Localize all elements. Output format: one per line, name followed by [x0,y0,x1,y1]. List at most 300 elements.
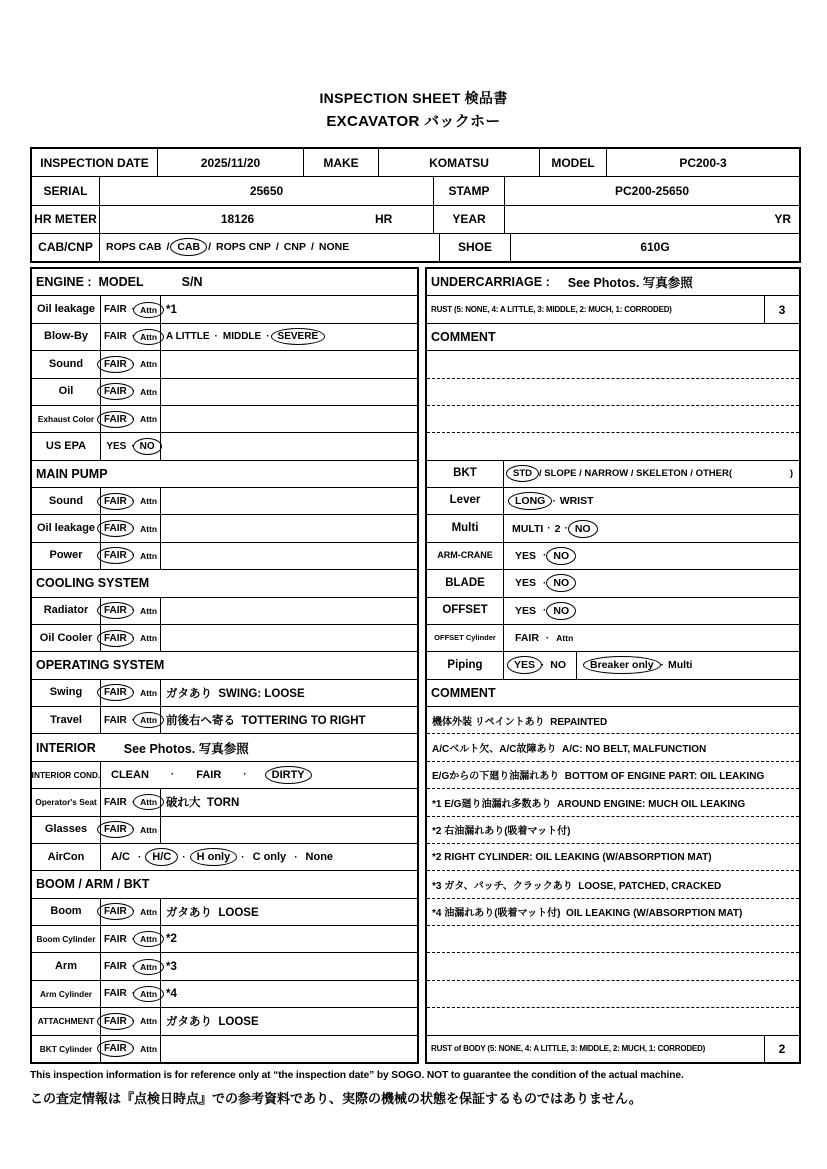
separator-dot: · [131,961,136,973]
attn-option: Attn [137,934,160,944]
offset-cylinder-row [427,625,799,652]
note-cell [161,488,417,514]
separator-dot: · [131,304,136,316]
arm-crane-label: ARM-CRANE [427,543,504,569]
lever-row [427,488,799,515]
separator-dot: · [131,796,136,808]
bkt-close-paren: ) [789,468,793,480]
separator-dot: · [131,331,136,343]
note-cell [161,433,417,459]
option-2: 2 [554,522,561,535]
comment-header-top [427,324,799,351]
comment-line: E/Gからの下廻り油漏れあり BOTTOM OF ENGINE PART: OIL LEAKING [427,762,799,789]
row-label: Swing [32,680,101,706]
row-pump-power [32,543,417,570]
no-option: NO [137,441,158,452]
bkt-other-options: / SLOPE / NARROW / SKELETON / OTHER( [539,468,733,480]
separator-slash: / [275,241,279,254]
row-label: AirCon [32,844,101,870]
attn-option: Attn [140,1016,158,1027]
separator-dot: · [266,331,270,343]
attn-option: Attn [140,906,158,917]
comment-line [427,953,799,980]
fair-option: FAIR [103,796,127,808]
make-value: KOMATSU [379,149,540,176]
engine-sn-label: S/N [181,275,203,290]
rust-of-body-label: RUST of BODY (5: NONE, 4: A LITTLE, 3: MIDDLE, 2: MUCH, 1: CORRODED) [431,1044,706,1054]
rating-cell [101,406,161,432]
separator-dot: · [543,550,547,562]
comment-line: *4 油漏れあり(吸着マット付) OIL LEAKING (W/ABSORPTION MAT) [427,899,799,926]
shoe-label: SHOE [440,234,511,261]
row-oil-cooler [32,625,417,652]
row-engine-sound [32,351,417,378]
row-label: Boom Cylinder [32,926,101,952]
row-label: Travel [32,707,101,733]
separator-dot: · [131,386,136,398]
fair-option: FAIR [101,414,130,425]
row-engine-oil-leakage [32,296,417,323]
rating-cell [101,707,161,733]
row-label: BKT Cylinder [32,1036,101,1062]
rating-cell [101,926,161,952]
option-multi: Multi [667,659,693,672]
note-cell [161,515,417,541]
separator-dot: · [131,714,136,726]
row-label: US EPA [32,433,101,459]
separator-dot: · [131,1043,136,1055]
row-arm-cylinder [32,981,417,1008]
fair-option: FAIR [101,824,130,835]
note-cell [161,1036,417,1062]
comment-line: A/Cベルト欠、A/C故障あり A/C: NO BELT, MALFUNCTION [427,734,799,761]
separator-dot: · [182,851,186,863]
note-cell: *3 [166,960,177,973]
row-glasses [32,817,417,844]
option-middle: MIDDLE [222,331,262,343]
piping-yes-no [504,652,577,678]
info-row-serial [32,177,799,205]
rating-cell [101,488,161,514]
comment-empty-line [427,351,799,378]
option-long: LONG [512,495,548,507]
attn-option: Attn [140,359,158,370]
blow-by-options [161,324,417,350]
comment-line: 機体外装 リペイントあり REPAINTED [427,707,799,734]
interior-cond-options [101,762,417,788]
rating-cell [101,543,161,569]
blade-row [427,570,799,597]
piping-row [427,652,799,679]
note-cell: *1 [166,303,177,316]
no-option: NO [550,550,572,562]
hr-meter-cell [100,206,434,233]
rating-cell [101,351,161,377]
row-engine-oil [32,379,417,406]
row-us-epa [32,433,417,460]
comment-empty-line [427,433,799,460]
disclaimer-japanese: この査定情報は『点検日時点』での参考資料であり、実際の機械の状態を保証するものではありません。 [30,1091,642,1106]
rating-cell [101,379,161,405]
separator-dot: · [131,933,136,945]
separator-dot: · [131,495,136,507]
piping-type-options [577,652,799,678]
separator-dot: · [241,851,245,863]
attn-option: Attn [140,1043,158,1054]
fair-option: FAIR [101,687,130,698]
cooling-system-title: COOLING SYSTEM [36,576,150,591]
option-dirty: DIRTY [269,769,308,781]
separator-slash: / [310,241,314,254]
row-label: Exhaust Color [32,406,101,432]
fair-option: FAIR [103,933,127,945]
row-interior-cond [32,762,417,789]
option-no: NO [572,523,594,535]
offset-cylinder-label: OFFSET Cylinder [427,625,504,651]
option-multi: MULTI [512,522,544,535]
info-row-hours [32,206,799,234]
blade-options [504,570,799,596]
fair-option: FAIR [103,714,127,726]
year-label: YEAR [434,206,505,233]
option-rops-cab: ROPS CAB [106,241,162,254]
comment-header-bottom [427,680,799,707]
operating-system-title: OPERATING SYSTEM [36,658,165,673]
separator-dot: · [543,605,547,617]
separator-dot: · [170,769,175,781]
row-aircon [32,844,417,871]
fair-option: FAIR [101,633,130,644]
attn-option: Attn [140,523,158,534]
main-pump-title: MAIN PUMP [36,466,108,481]
rating-cell [101,899,161,925]
fair-option: FAIR [515,632,539,645]
option-rops-cnp: ROPS CNP [216,241,271,254]
option-a-little: A LITTLE [166,331,210,343]
rating-cell [101,680,161,706]
fair-option: FAIR [103,988,127,1000]
lever-label: Lever [427,488,504,514]
option-std: STD [510,468,535,479]
arm-crane-options [504,543,799,569]
note-cell: ガタあり LOOSE [166,1016,259,1029]
separator-dot: · [131,687,136,699]
aircon-options [101,844,417,870]
row-label: Sound [32,488,101,514]
info-row-cab [32,234,799,261]
stamp-label: STAMP [434,177,505,204]
boom-arm-bkt-title: BOOM / ARM / BKT [36,877,150,892]
separator-dot: · [214,331,218,343]
attn-option: Attn [137,305,160,315]
row-label: Oil leakage [32,515,101,541]
rust-row [427,296,799,323]
attn-option: Attn [137,989,160,999]
attn-option: Attn [140,824,158,835]
row-label: Blow-By [32,324,101,350]
row-label: Oil [32,379,101,405]
bkt-label: BKT [427,461,504,487]
separator-dot: · [131,440,135,452]
yes-option: YES [106,440,127,452]
attn-option: Attn [137,715,160,725]
separator-slash: / [208,241,212,254]
row-label: INTERIOR COND. [32,762,101,788]
rating-cell [101,515,161,541]
note-cell [161,351,417,377]
note-cell [161,817,417,843]
separator-dot: · [131,413,136,425]
section-cooling-system [32,570,417,597]
attn-option: Attn [140,687,158,698]
multi-options [504,515,799,541]
row-arm [32,953,417,980]
separator-dot: · [294,851,298,863]
fair-option: FAIR [101,1016,130,1027]
serial-value: 25650 [100,177,434,204]
undercarriage-title: UNDERCARRIAGE : [431,275,550,290]
comment-line: *1 E/G廻り油漏れ多数あり AROUND ENGINE: MUCH OIL LEAKING [427,789,799,816]
separator-dot: · [131,523,136,535]
separator-dot: · [131,605,136,617]
bkt-row [427,461,799,488]
row-label: Glasses [32,817,101,843]
comment-title: COMMENT [431,685,496,700]
see-photos-note: See Photos. 写真参照 [123,741,249,756]
comment-line [427,926,799,953]
separator-dot: · [131,1015,136,1027]
row-blow-by [32,324,417,351]
row-pump-oil-leakage [32,515,417,542]
rust-of-body-score: 2 [764,1036,799,1062]
option-cnp: CNP [283,241,306,254]
row-label: Oil leakage [32,296,101,322]
undercarriage-column [425,267,801,1064]
lever-options [504,488,799,514]
separator-dot: · [131,550,136,562]
note-cell: 前後右へ寄る TOTTERING TO RIGHT [166,715,366,728]
separator-dot: · [543,577,547,589]
section-engine [32,269,417,296]
fair-option: FAIR [101,1043,130,1054]
row-label: Boom [32,899,101,925]
model-label: MODEL [540,149,607,176]
attn-option: Attn [140,633,158,644]
comment-empty-line [427,379,799,406]
rating-cell [101,981,161,1007]
separator-dot: · [552,495,556,507]
fair-option: FAIR [101,359,130,370]
row-pump-sound [32,488,417,515]
option-clean: CLEAN [111,768,149,781]
comment-line: *3 ガタ、パッチ、クラックあり LOOSE, PATCHED, CRACKED [427,871,799,898]
offset-label: OFFSET [427,598,504,624]
row-radiator [32,598,417,625]
yr-unit: YR [774,212,791,227]
row-label: Sound [32,351,101,377]
row-exhaust-color [32,406,417,433]
rating-cell [101,817,161,843]
option-cab: CAB [174,241,203,253]
rating-cell [101,598,161,624]
fair-option: FAIR [101,550,130,561]
row-boom [32,899,417,926]
option-none: None [305,851,334,864]
section-operating-system [32,652,417,679]
note-cell [161,379,417,405]
row-operators-seat [32,789,417,816]
row-label: Power [32,543,101,569]
section-interior [32,734,417,761]
attn-option: Attn [556,633,574,644]
rust-of-body-row [427,1036,799,1062]
year-cell [505,206,799,233]
no-option: NO [550,659,567,672]
note-cell [161,598,417,624]
rating-cell [101,1036,161,1062]
section-main-pump [32,461,417,488]
blade-label: BLADE [427,570,504,596]
row-swing [32,680,417,707]
attn-option: Attn [140,550,158,561]
separator-dot: · [545,632,550,644]
comment-line: *2 RIGHT CYLINDER: OIL LEAKING (W/ABSORPTION MAT) [427,844,799,871]
rating-cell [101,625,161,651]
option-fair: FAIR [196,768,222,781]
rating-cell [101,324,161,350]
option-h-only: H only [194,851,234,863]
cab-cnp-label: CAB/CNP [32,234,100,261]
separator-dot: · [660,659,664,671]
rating-cell [101,1008,161,1034]
serial-label: SERIAL [32,177,100,204]
separator-dot: · [131,906,136,918]
cab-cnp-options [100,234,440,261]
info-row-date [32,149,799,177]
offset-row [427,598,799,625]
fair-option: FAIR [101,906,130,917]
option-hc: H/C [149,851,174,863]
note-cell: 破れ大 TORN [166,797,240,810]
attn-option: Attn [140,605,158,616]
yes-option: YES [511,659,538,671]
inspection-date-value: 2025/11/20 [158,149,304,176]
multi-row [427,515,799,542]
fair-option: FAIR [101,523,130,534]
comment-title: COMMENT [431,329,496,344]
attn-option: Attn [137,797,160,807]
separator-dot: · [564,523,568,535]
separator-slash: / [166,241,170,254]
arm-crane-row [427,543,799,570]
disclaimer-english: This inspection information is for reference only at “the inspection date” by SOGO. NOT to guarantee the condition of the actual machine. [30,1070,684,1081]
hr-unit: HR [375,212,393,227]
separator-dot: · [131,358,136,370]
interior-title: INTERIOR [36,740,96,755]
row-attachment [32,1008,417,1035]
stamp-value: PC200-25650 [614,183,690,198]
rust-scale-label: RUST (5: NONE, 4: A LITTLE, 3: MIDDLE, 2: MUCH, 1: CORRODED) [431,305,672,315]
separator-dot: · [243,769,247,781]
row-label: Arm [32,953,101,979]
separator-dot: · [137,851,142,863]
attn-option: Attn [140,496,158,507]
comment-line: *2 右油漏れあり(吸着マット付) [427,817,799,844]
rating-cell [101,953,161,979]
engine-title: ENGINE : MODEL [36,275,144,290]
option-wrist: WRIST [559,495,594,508]
inspection-date-label: INSPECTION DATE [32,149,158,176]
row-label: Radiator [32,598,101,624]
note-cell [161,406,417,432]
piping-label: Piping [427,652,504,678]
rust-score: 3 [764,296,799,322]
rating-cell [101,789,161,815]
make-label: MAKE [304,149,379,176]
note-cell: *2 [166,933,177,946]
fair-option: FAIR [103,331,127,343]
section-undercarriage [427,269,799,296]
row-label: ATTACHMENT [32,1008,101,1034]
comment-empty-line [427,406,799,433]
engine-column [30,267,419,1064]
yes-option: YES [515,577,537,590]
separator-dot: · [131,988,136,1000]
shoe-value: 610G [640,240,670,255]
fair-option: FAIR [101,605,130,616]
separator-dot: · [540,659,545,671]
row-label: Oil Cooler [32,625,101,651]
option-c-only: C only [252,851,287,864]
option-none: NONE [318,241,350,254]
attn-option: Attn [137,332,160,342]
multi-label: Multi [427,515,504,541]
offset-options [504,598,799,624]
note-cell: ガタあり LOOSE [166,906,259,919]
rating-cell [101,296,161,322]
sheet-subtitle: EXCAVATOR バックホー [326,113,501,130]
row-label: Operator's Seat [32,789,101,815]
yes-option: YES [515,549,537,562]
yes-option: YES [515,604,537,617]
attn-option: Attn [137,962,160,972]
no-option: NO [550,605,572,617]
no-option: NO [550,577,572,589]
see-photos-note: See Photos. 写真参照 [567,276,693,291]
sheet-title: INSPECTION SHEET 検品書 [319,90,508,106]
comment-line [427,981,799,1008]
model-value: PC200-3 [679,155,727,170]
comment-line [427,1008,799,1035]
attn-option: Attn [140,414,158,425]
note-cell [161,543,417,569]
fair-option: FAIR [103,961,127,973]
attn-option: Attn [140,386,158,397]
option-ac: A/C [111,851,130,864]
option-severe: SEVERE [275,331,322,342]
fair-option: FAIR [101,386,130,397]
note-cell [161,625,417,651]
note-cell: ガタあり SWING: LOOSE [166,687,305,700]
separator-dot: · [131,632,136,644]
info-table [30,147,801,263]
separator-dot: · [547,523,551,535]
offset-cylinder-options [504,625,799,651]
fair-option: FAIR [101,496,130,507]
separator-dot: · [131,824,136,836]
row-label: Arm Cylinder [32,981,101,1007]
fair-option: FAIR [103,304,127,316]
